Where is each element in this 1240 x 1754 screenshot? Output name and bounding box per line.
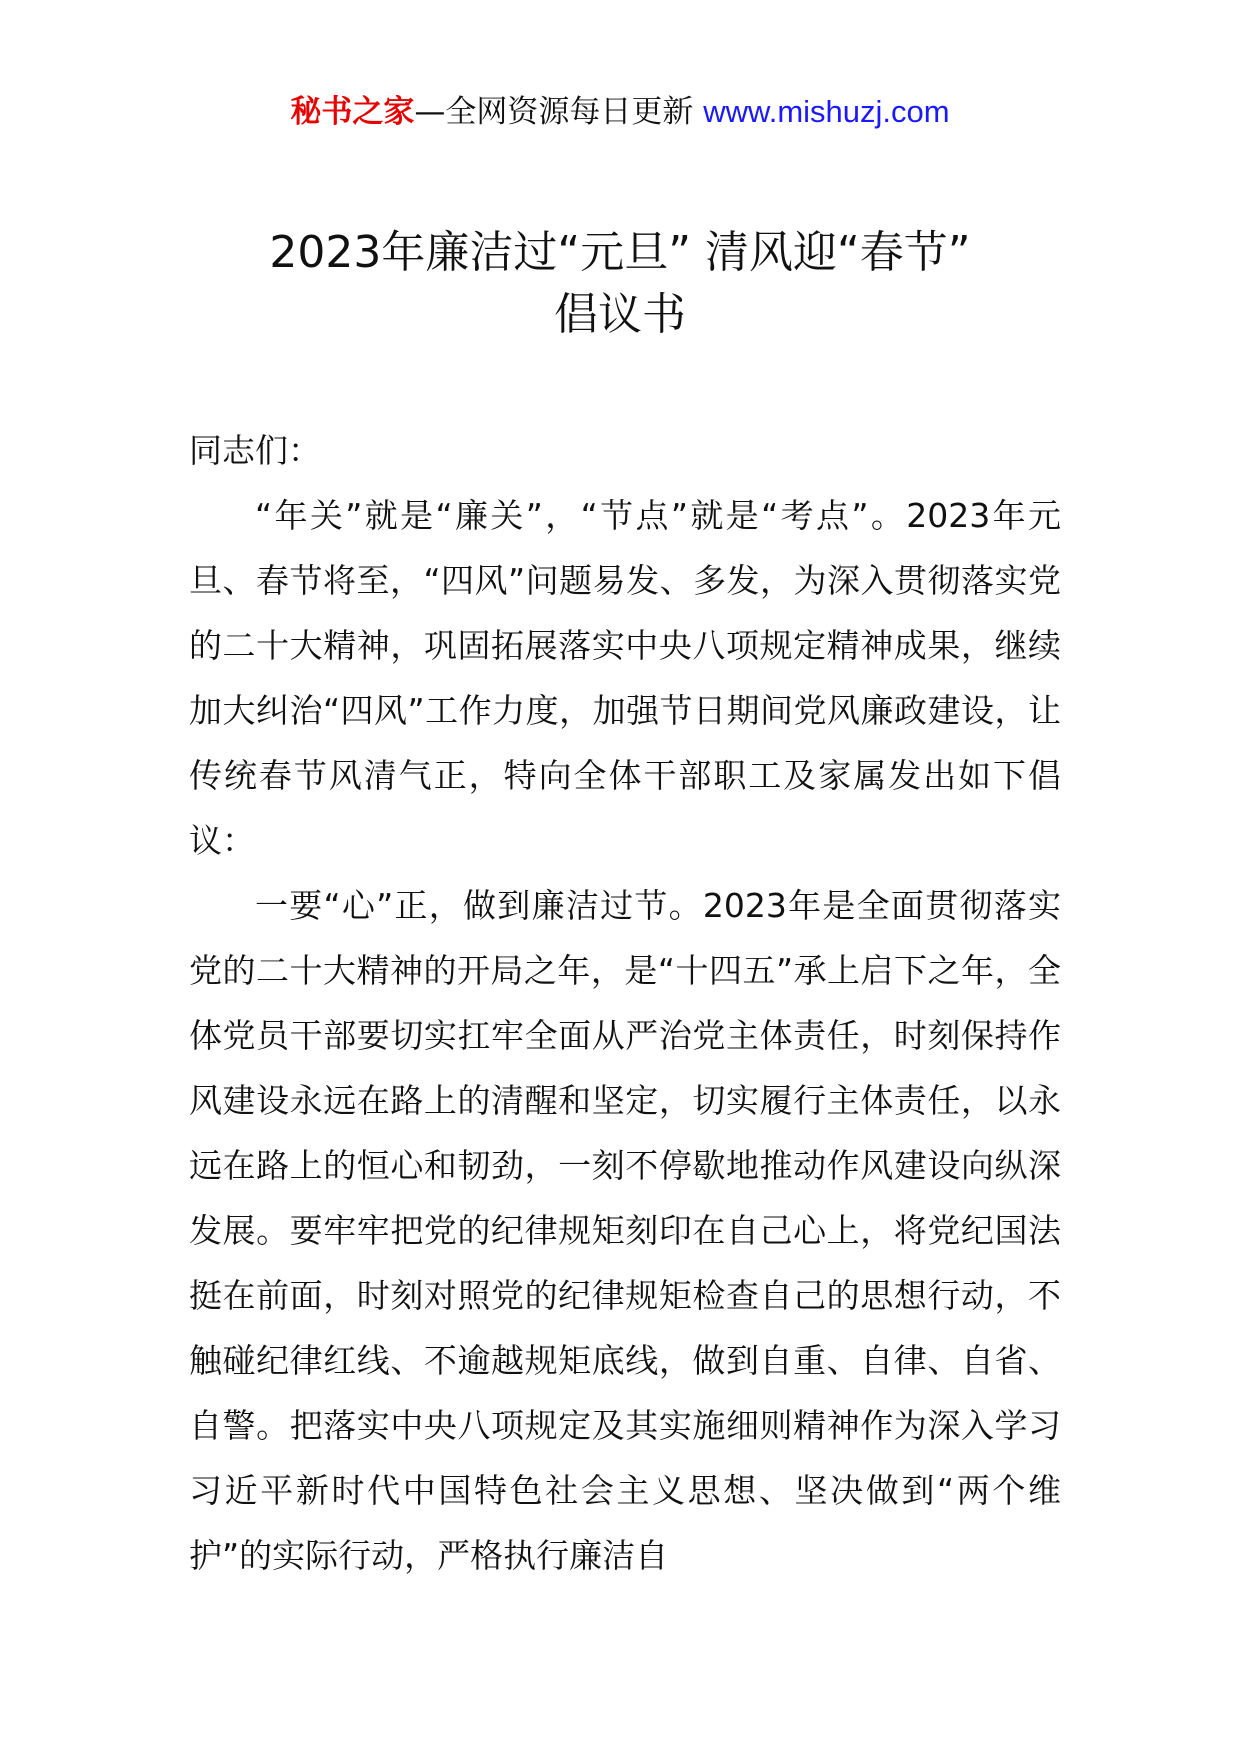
paragraph-2: 一要“心”正，做到廉洁过节。2023年是全面贯彻落实党的二十大精神的开局之年，是“十四五”承上启下之年，全体党员干部要切实扛牢全面从严治党主体责任，时刻保持作风建设永远在路上的清醒和坚定，切实履行主体责任，以永远在路上的恒心和韧劲，一刻不停歇地推动作风建设向纵深发展。要牢牢把党的纪律规矩刻印在自己心上，将党纪国法挺在前面，时刻对照党的纪律规矩检查自己的思想行动，不触碰纪律红线、不逾越规矩底线，做到自重、自律、自省、自警。把落实中央八项规定及其实施细则精神作为深入学习习近平新时代中国特色社会主义思想、坚决做到“两个维护”的实际行动，严格执行廉洁自 bbox=[189, 886, 1061, 1575]
site-tagline: —全网资源每日更新 bbox=[414, 94, 694, 130]
document-title bbox=[0, 222, 1240, 346]
site-header bbox=[0, 92, 1240, 132]
title-line-2: 倡议书 bbox=[554, 289, 686, 340]
document-body bbox=[189, 418, 1061, 1588]
site-url-link[interactable]: www.mishuzj.com bbox=[703, 94, 950, 129]
paragraph-1: “年关”就是“廉关”，“节点”就是“考点”。2023年元旦、春节将至，“四风”问题易发、多发，为深入贯彻落实党的二十大精神，巩固拓展落实中央八项规定精神成果，继续加大纠治“四风”工作力度，加强节日期间党风廉政建设，让传统春节风清气正，特向全体干部职工及家属发出如下倡议： bbox=[189, 496, 1061, 860]
site-brand: 秘书之家 bbox=[290, 94, 415, 130]
title-line-1: 2023年廉洁过“元旦” 清风迎“春节” bbox=[269, 227, 971, 278]
salutation: 同志们： bbox=[189, 431, 321, 470]
